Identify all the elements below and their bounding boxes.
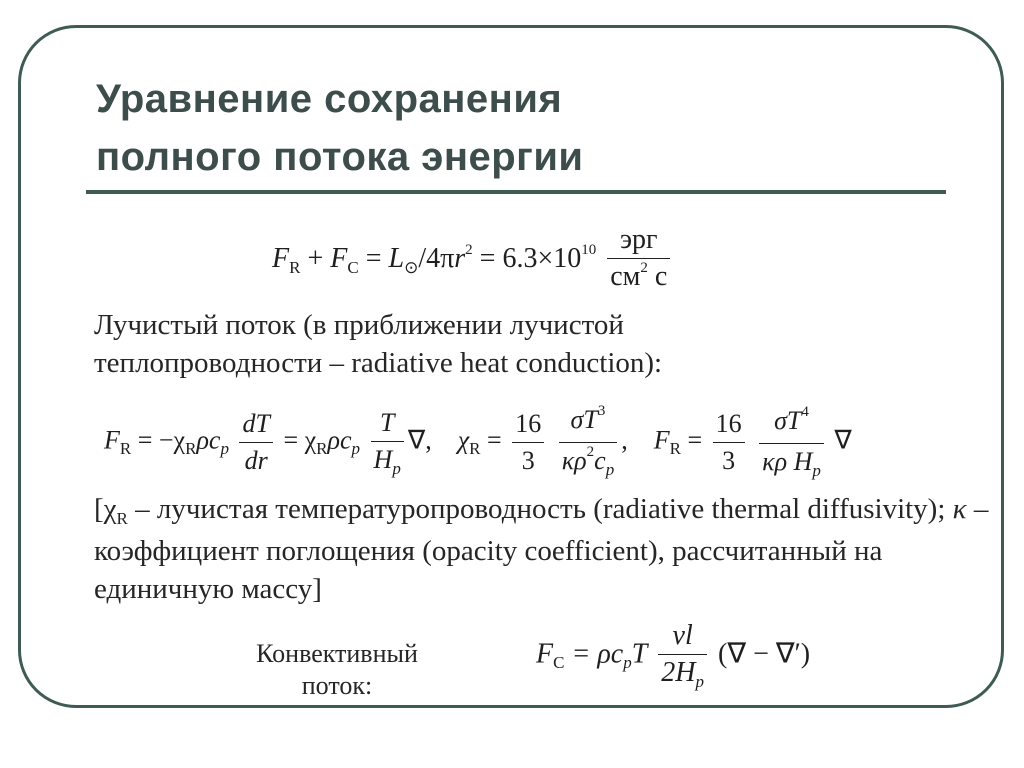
diffusivity-text: [$\chi_R$ – лучистая температуропроводность (radiative thermal diffusivity); κ – коэффициент поглощения (opacity coefficient), рассчитанный на единичную массу] <box>94 493 989 605</box>
energy-flux-equation: $F_R + F_C = L_⊙/4\pi r^2 = 6.3\times 10^{10}$ $\frac{\text{эрг}}{см^2 с}$ <box>272 222 674 299</box>
slide-title-line-1: Уравнение сохранения <box>96 77 563 121</box>
slide-title <box>96 70 956 186</box>
radiative-flux-equation: $F_R = -\chi_R\rho c_p$ $\frac{dT}{dr}$ = $\chi_R\rho c_p$ $\frac{T}{H_p}$ ∇, $\chi_R$ = $\frac{16}{3}$ $\frac{\sigma T^3}{\kappa\rho^2c_p}$ , $F_R$ = $\frac{16}{3}$ $\frac{\sigma T^4}{\kappa\rho H_p}$ ∇ <box>104 402 852 483</box>
convective-flux-label: Конвективный поток: <box>256 639 418 700</box>
convective-flux-equation: $F_C = \rho c_pT$ $\frac{vl}{2H_p}$ (∇ − ∇′) <box>536 618 810 694</box>
slide-title-line-2: полного потока энергии <box>96 135 584 179</box>
flux-unit-fraction: $\frac{\text{эрг}}{см^2 с}$ <box>607 222 670 299</box>
title-underline <box>86 190 946 194</box>
radiative-flux-text: Лучистый поток (в приближении лучистой теплопроводности – radiative heat conduction): <box>94 309 663 379</box>
